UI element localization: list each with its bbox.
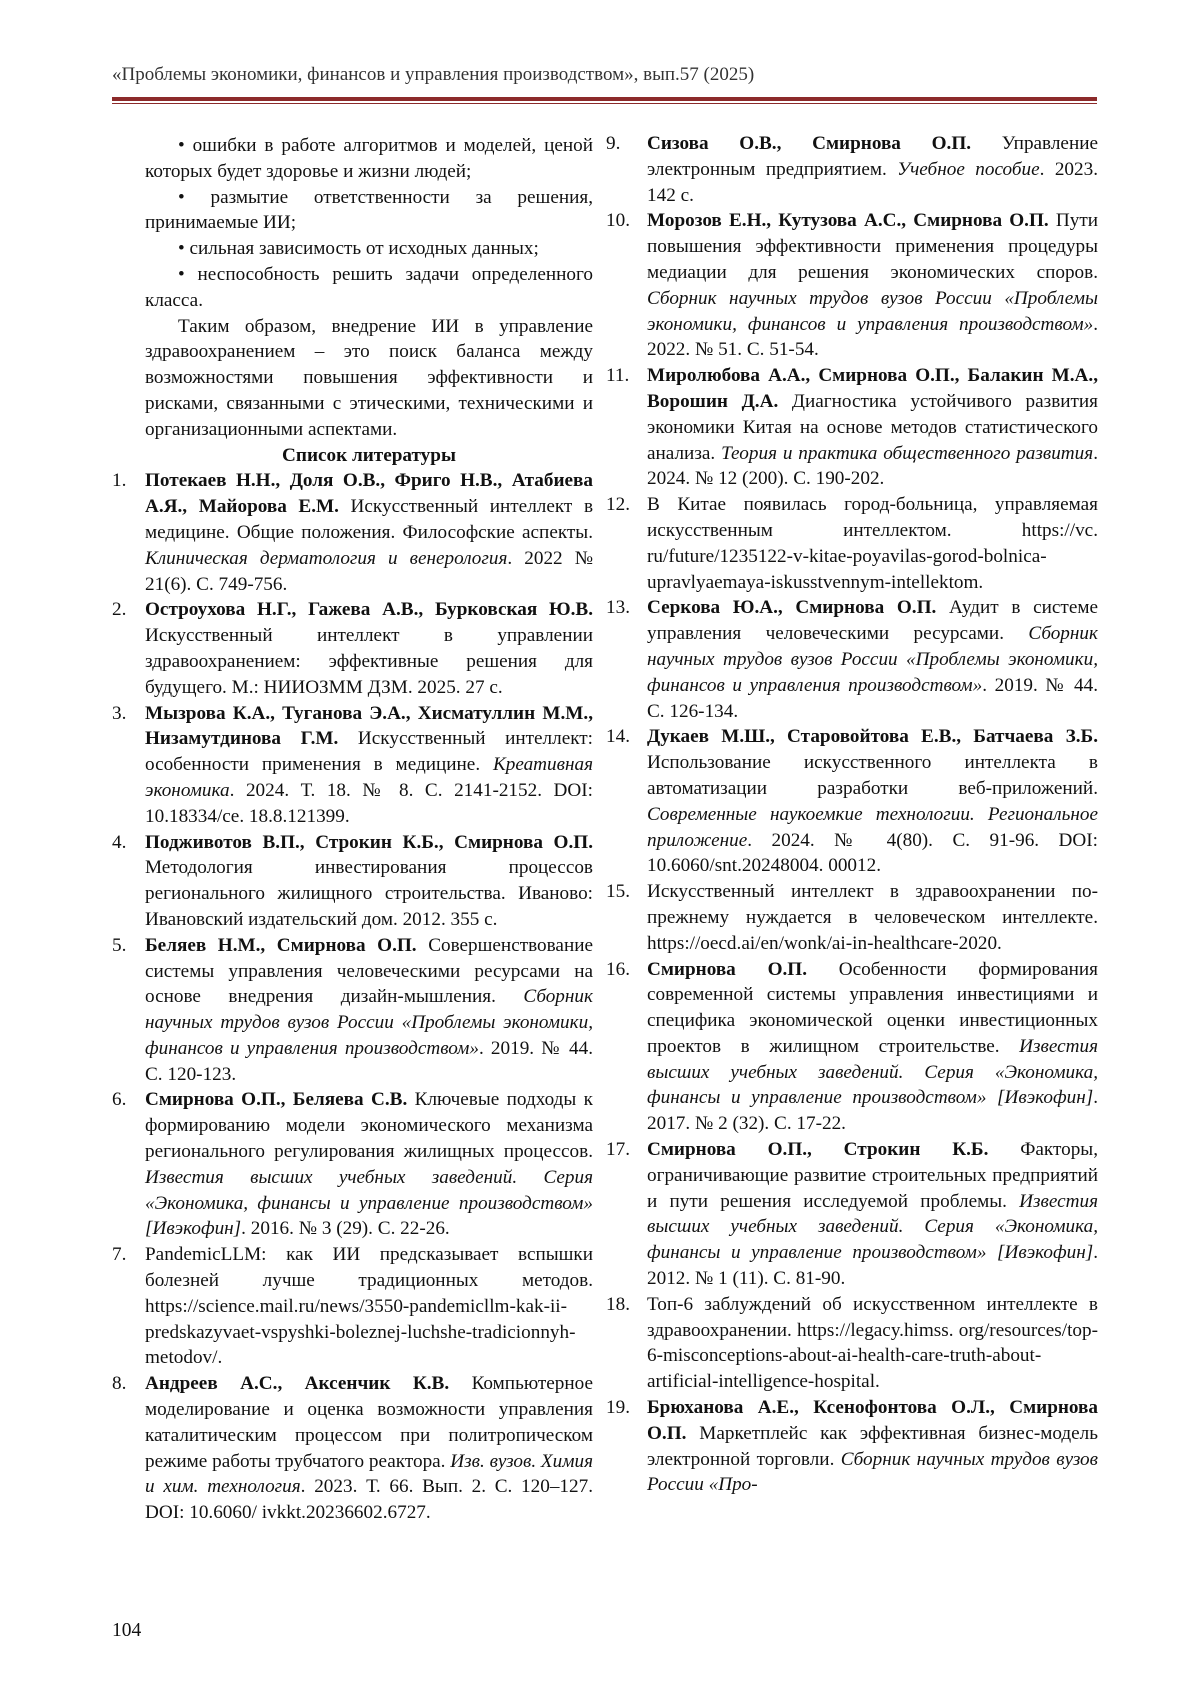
reference-source: Теория и практика общественного развития: [721, 442, 1094, 464]
reference-details: . 2024. № 4(80). С. 91-96. DOI: 10.6060/snt.20248004. 00012.: [647, 829, 1098, 877]
reference-number: 15.: [606, 881, 630, 903]
reference-details: . 2019. № 44. С. 120-123.: [145, 1037, 594, 1085]
reference-number: 5.: [112, 934, 127, 956]
reference-authors: Брюханова А.Е., Ксенофонтова О.Л., Смирнова О.П.: [647, 1397, 1098, 1444]
reference-item: [606, 1137, 1098, 1292]
reference-number: 8.: [112, 1373, 127, 1395]
reference-details: . 2023. Т. 66. Вып. 2. С. 120–127. DOI: 10.6060/ ivkkt.20236602.6727.: [145, 1476, 593, 1524]
reference-title: Диагностика устойчивого развития экономики Китая на основе методов статистического анализа.: [647, 390, 1099, 464]
reference-source: Изв. вузов. Химия и хим. технология: [145, 1450, 593, 1498]
reference-item: [112, 830, 593, 933]
reference-item: [112, 701, 593, 830]
reference-item: [112, 1087, 593, 1242]
reference-details: . 2022 № 21(6). С. 749-756.: [145, 547, 593, 595]
reference-authors: Подживотов В.П., Строкин К.Б., Смирнова О.П.: [145, 831, 593, 853]
reference-item: [606, 492, 1098, 595]
bullet-item: • сильная зависимость от исходных данных;: [178, 238, 539, 260]
reference-title: Искусственный интеллект в медицине. Общие положения. Философские аспекты.: [145, 496, 593, 543]
reference-source: Креативная экономика: [145, 754, 593, 801]
reference-number: 2.: [112, 599, 127, 621]
reference-title: Искусственный интеллект в здравоохранении по-прежнему нуждается в человеческом интеллекте. https://oecd.ai/en/wonk/ai-in-healthcare-2020.: [647, 881, 1098, 954]
reference-source: Известия высших учебных заведений. Серия «Экономика, финансы и управление производством» [Ивэкофин]: [647, 1035, 1098, 1109]
reference-source: Сборник научных трудов вузов России «Проблемы экономики, финансов и управления производством»: [145, 986, 593, 1059]
reference-item: [112, 597, 593, 700]
page-number: 104: [112, 1620, 142, 1641]
reference-number: 19.: [606, 1397, 630, 1419]
reference-details: . 2024. Т. 18. № 8. С. 2141-2152. DOI: 10.18334/ce. 18.8.121399.: [145, 779, 593, 827]
reference-item: [606, 363, 1099, 492]
reference-authors: Сизова О.В., Смирнова О.П.: [647, 133, 972, 154]
reference-authors: Смирнова О.П., Беляева С.В.: [145, 1089, 408, 1111]
reference-details: . 2023. 142 с.: [647, 158, 1098, 206]
right-column: [606, 131, 1099, 1498]
reference-source: Сборник научных трудов вузов России «Проблемы экономики, финансов и управления производством»: [647, 623, 1098, 696]
reference-source: Известия высших учебных заведений. Серия «Экономика, финансы и управление производством» [Ивэкофин]: [647, 1190, 1098, 1264]
reference-item: [606, 724, 1098, 879]
reference-source: Сборник научных трудов вузов России «Проблемы экономики, финансов и управления производством»: [647, 287, 1098, 335]
reference-number: 11.: [606, 365, 630, 387]
reference-title: Искусственный интеллект в управлении здравоохранением: эффективные решения для будущего. М.: НИИОЗММ ДЗМ. 2025. 27 с.: [145, 625, 593, 698]
reference-details: . 2012. № 1 (11). С. 81-90.: [647, 1242, 1098, 1290]
reference-title: В Китае появилась город-больница, управляемая искусственным интеллектом. https://vc. ru/future/1235122-v-kitae-poyavilas-gorod-bolnica-upravlyaemaya-iskusstvennym-intellektom.: [647, 494, 1098, 593]
bullet-item: • размытие ответственности за решения, принимаемые ИИ;: [145, 186, 593, 234]
reference-title: PandemicLLM: как ИИ предсказывает вспышки болезней лучше традиционных методов. https://science.mail.ru/news/3550-pandemicllm-kak-ii-predskazyvaet-vspyshki-boleznej-luchshe-tradicionnyh-metodov/.: [145, 1244, 593, 1369]
reference-number: 14.: [606, 726, 630, 748]
reference-number: 10.: [606, 210, 630, 232]
reference-number: 13.: [606, 597, 630, 619]
reference-authors: Потекаев Н.Н., Доля О.В., Фриго Н.В., Атабиева А.Я., Майорова Е.М.: [145, 470, 593, 518]
conclusion-paragraph: Таким образом, внедрение ИИ в управление здравоохранением – это поиск баланса между возможностями повышения эффективности и рисками, связанными с этическими, техническими и организационными аспектами.: [145, 315, 593, 440]
reference-number: 18.: [606, 1293, 630, 1315]
bullet-item: • ошибки в работе алгоритмов и моделей, ценой которых будет здоровье и жизни людей;: [145, 135, 593, 182]
header-rule-thick: [112, 97, 1097, 101]
reference-number: 7.: [112, 1244, 127, 1266]
reference-list-right: [606, 131, 1099, 1498]
reference-source: Сборник научных трудов вузов России «Про-: [647, 1448, 1098, 1496]
reference-title: Искусственный интеллект: особенности применения в медицине.: [145, 728, 593, 776]
reference-authors: Беляев Н.М., Смирнова О.П.: [145, 934, 417, 956]
reference-authors: Морозов Е.Н., Кутузова А.С., Смирнова О.П.: [647, 210, 1049, 232]
reference-number: 1.: [112, 470, 127, 492]
reference-title: Совершенствование системы управления человеческими ресурсами на основе внедрения дизайн-мышления.: [145, 934, 593, 1008]
reference-title: Ключевые подходы к формированию модели экономического механизма регионального регулирования жилищных процессов.: [145, 1089, 593, 1163]
reference-number: 17.: [606, 1139, 630, 1161]
running-header: «Проблемы экономики, финансов и управления производством», вып.57 (2025): [112, 64, 755, 85]
reference-details: . 2022. № 51. С. 51-54.: [647, 313, 1098, 361]
reference-authors: Мызрова К.А., Туганова Э.А., Хисматуллин М.М., Низамутдинова Г.М.: [145, 702, 593, 750]
reference-item: [112, 933, 594, 1088]
reference-title: Топ-6 заблуждений об искусственном интеллекте в здравоохранении. https://legacy.himss. org/resources/top-6-misconceptions-about-ai-health-care-truth-about-artificial-intelligence-hospital.: [647, 1293, 1098, 1393]
reference-authors: Смирнова О.П.: [647, 958, 808, 980]
left-column: [112, 133, 594, 1526]
header-rule-thin: [112, 103, 1097, 104]
bullet-item: • неспособность решить задачи определенного класса.: [145, 263, 593, 311]
reference-title: Методология инвестирования процессов регионального жилищного строительства. Иваново: Ивановский издательский дом. 2012. 355 с.: [145, 857, 593, 930]
reference-authors: Серкова Ю.А., Смирнова О.П.: [647, 597, 937, 619]
references-heading: Список литературы: [282, 444, 456, 466]
reference-authors: Андреев А.С., Аксенчик К.В.: [145, 1373, 450, 1395]
reference-authors: Миролюбова А.А., Смирнова О.П., Балакин М.А., Ворошин Д.А.: [647, 365, 1098, 412]
reference-title: Аудит в системе управления человеческими ресурсами.: [647, 597, 1098, 645]
reference-title: Пути повышения эффективности применения процедуры медиации для решения экономических споров.: [647, 210, 1098, 283]
reference-title: Компьютерное моделирование и оценка возможности управления каталитическим процессом при политропическом режиме работы трубчатого реактора.: [145, 1373, 594, 1472]
reference-source: Клиническая дерматология и венерология: [145, 547, 508, 569]
reference-source: Известия высших учебных заведений. Серия «Экономика, финансы и управление производством» [Ивэкофин]: [145, 1166, 593, 1240]
reference-source: Современные наукоемкие технологии. Региональное приложение: [647, 803, 1098, 851]
reference-title: Маркетплейс как эффективная бизнес-модель электронной торговли.: [647, 1422, 1098, 1470]
reference-item: [606, 208, 1098, 363]
reference-number: 4.: [112, 831, 127, 853]
reference-number: 9.: [606, 133, 621, 154]
reference-item: [606, 1292, 1098, 1395]
reference-list-left: [112, 468, 594, 1526]
reference-details: . 2017. № 2 (32). С. 17-22.: [647, 1087, 1098, 1135]
reference-source: Учебное пособие: [897, 158, 1040, 180]
reference-number: 16.: [606, 958, 630, 980]
reference-title: Использование искусственного интеллекта в автоматизации разработки веб-приложений.: [647, 752, 1098, 799]
reference-authors: Смирнова О.П., Строкин К.Б.: [647, 1139, 989, 1161]
reference-number: 3.: [112, 702, 127, 724]
reference-title: Особенности формирования современной системы управления инвестициями и специфика экономической оценки инвестиционных проектов в жилищном строительстве.: [647, 958, 1098, 1057]
reference-item: [112, 468, 593, 597]
reference-item: [112, 1371, 594, 1526]
reference-details: . 2024. № 12 (200). С. 190-202.: [647, 442, 1098, 490]
reference-authors: Дукаев М.Ш., Старовойтова Е.В., Батчаева З.Б.: [647, 726, 1098, 748]
reference-item: [606, 595, 1098, 724]
reference-item: [606, 957, 1098, 1138]
reference-item: [606, 879, 1098, 956]
reference-number: 12.: [606, 494, 630, 516]
reference-details: . 2019. № 44. С. 126-134.: [647, 674, 1098, 722]
reference-item: [112, 1242, 593, 1371]
reference-authors: Остроухова Н.Г., Гажева А.В., Бурковская Ю.В.: [145, 599, 593, 621]
reference-title: Факторы, ограничивающие развитие строительных предприятий и пути решения исследуемой проблемы.: [647, 1139, 1098, 1212]
reference-details: . 2016. № 3 (29). С. 22-26.: [241, 1218, 450, 1240]
reference-number: 6.: [112, 1089, 127, 1111]
reference-item: [606, 131, 1099, 208]
reference-item: [606, 1395, 1098, 1498]
reference-title: Управление электронным предприятием.: [647, 133, 1099, 180]
